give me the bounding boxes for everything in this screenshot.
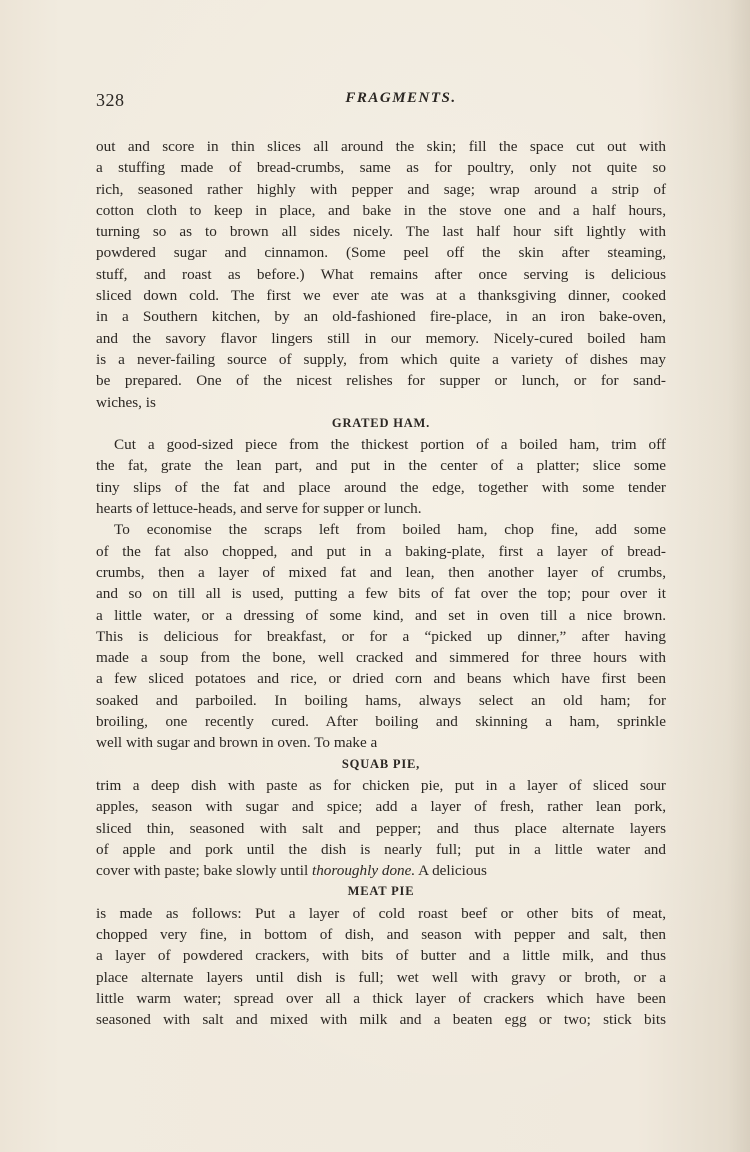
text-line: in a Southern kitchen, by an old-fashioned fire-place, in an iron bake-oven, — [96, 308, 666, 326]
text-line: place alternate layers until dish is full; wet well with gravy or broth, or a — [96, 968, 666, 986]
text-line: out and score in thin slices all around the skin; fill the space cut out with — [96, 138, 666, 155]
text-line: seasoned with salt and mixed with milk and a beaten egg or two; stick bits — [96, 1011, 666, 1029]
text-line: powdered sugar and cinnamon. (Some peel off the skin after steaming, — [96, 244, 666, 262]
text-run: cover with paste; bake slowly until — [96, 862, 309, 880]
text-line: trim a deep dish with paste as for chicken pie, put in a layer of sliced sour — [96, 776, 666, 794]
text-line: a stuffing made of bread-crumbs, same as for poultry, only not quite so — [96, 159, 666, 177]
text-line: tiny slips of the fat and place around the edge, together with some tender — [96, 478, 666, 496]
text-line: little warm water; spread over all a thick layer of crackers which have been — [96, 989, 666, 1007]
text-line: apples, season with sugar and spice; add a layer of fresh, rather lean pork, — [96, 798, 666, 816]
text-line: is a never-failing source of supply, from which quite a variety of dishes may — [96, 350, 666, 368]
text-line: hearts of lettuce-heads, and serve for supper or lunch. — [96, 500, 422, 518]
text-line: the fat, grate the lean part, and put in the center of a platter; slice some — [96, 457, 666, 475]
text-line: is made as follows: Put a layer of cold roast beef or other bits of meat, — [96, 904, 666, 922]
text-run: A delicious — [418, 862, 487, 880]
text-line: Cut a good-sized piece from the thickest portion of a boiled ham, trim off — [114, 436, 666, 454]
text-line: sliced down cold. The first we ever ate was at a thanksgiving dinner, cooked — [96, 287, 666, 305]
text-line: This is delicious for breakfast, or for a “picked up dinner,” after having — [96, 627, 666, 645]
section-heading-squab-pie: SQUAB PIE, — [341, 756, 421, 771]
text-line: broiling, one recently cured. After boiling and skinning a ham, sprinkle — [96, 713, 666, 731]
text-line: of the fat also chopped, and put in a baking-plate, first a layer of bread- — [96, 542, 666, 560]
text-line: rich, seasoned rather highly with pepper and sage; wrap around a strip of — [96, 180, 666, 198]
text-line: a little water, or a dressing of some kind, and set in oven till a nice brown. — [96, 606, 666, 624]
running-title: FRAGMENTS. — [345, 90, 457, 106]
text-line: a few sliced potatoes and rice, or dried corn and beans which have first been — [96, 670, 666, 688]
text-line: soaked and parboiled. In boiling hams, always select an old ham; for — [96, 691, 666, 709]
text-line: sliced thin, seasoned with salt and pepper; and thus place alternate layers — [96, 819, 666, 837]
text-line: and the savory flavor lingers still in our memory. Nicely-cured boiled ham — [96, 329, 666, 347]
page-header — [96, 90, 666, 116]
section-heading-grated-ham: GRATED HAM. — [331, 415, 431, 430]
text-line: turning so as to brown all sides nicely. The last half hour sift lightly with — [96, 223, 666, 241]
text-line: and so on till all is used, putting a few bits of fat over the top; pour over it — [96, 585, 666, 603]
section-heading-meat-pie: MEAT PIE — [347, 884, 415, 899]
text-line: be prepared. One of the nicest relishes for supper or lunch, or for sand- — [96, 372, 666, 390]
text-line: wiches, is — [96, 393, 156, 411]
italic-phrase: thoroughly done. — [311, 862, 416, 880]
body-text — [96, 136, 666, 1030]
page-number: 328 — [96, 90, 125, 110]
text-line-with-italic — [96, 860, 666, 881]
text-line: crumbs, then a layer of mixed fat and lean, then another layer of crumbs, — [96, 563, 666, 581]
text-line: a layer of powdered crackers, with bits of butter and a little milk, and thus — [96, 947, 666, 965]
text-line: stuff, and roast as before.) What remains after once serving is delicious — [96, 265, 666, 283]
text-line: made a soup from the bone, well cracked and simmered for three hours with — [96, 649, 666, 667]
text-line: chopped very fine, in bottom of dish, and season with pepper and salt, then — [96, 925, 666, 943]
text-line: cotton cloth to keep in place, and bake in the stove one and a half hours, — [96, 201, 666, 219]
text-line: well with sugar and brown in oven. To make a — [96, 734, 378, 752]
text-line: of apple and pork until the dish is nearly full; put in a little water and — [96, 840, 666, 858]
text-line: To economise the scraps left from boiled ham, chop fine, add some — [114, 521, 666, 539]
